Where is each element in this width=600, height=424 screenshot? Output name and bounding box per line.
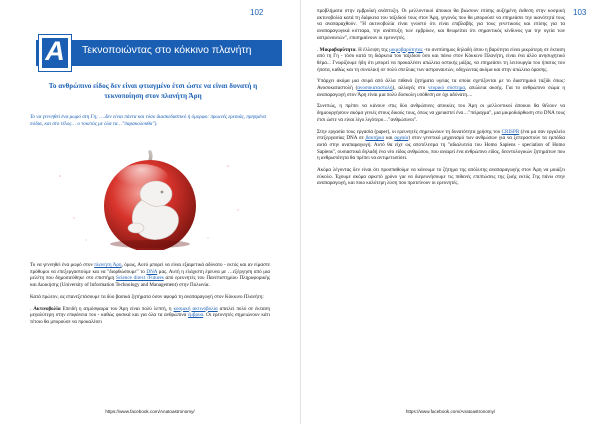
link-cosmic-radiation[interactable]: κοσμική ακτινοβολία bbox=[173, 305, 218, 312]
paragraph-consequence: Συνεπώς, η πρέπει να κάνουν στις δύο ανθρώπινες αποικίες του Άρη οι μελλοντικοί άποικοι θα θέλουν να δημιουργήσουν ακόμα γενιές στους δικούς τους, όπως να χρειαστεί ένα…"πείραγμα", μια μικροδιόρθωση στο DNA τους έτσι ώστε να είναι λίγο λιγότερο…"ανθρώπινοι". bbox=[317, 103, 565, 123]
footer-url[interactable]: https://www.facebook.com/Anatoastronomy/ bbox=[105, 409, 195, 414]
logo bbox=[38, 34, 72, 72]
link-science-direct[interactable]: Science direct /Futures bbox=[116, 275, 164, 282]
fetus-sphere-illustration bbox=[38, 148, 256, 250]
link-microgravity[interactable]: μικροβαρύτητας bbox=[389, 46, 423, 53]
link-nervous-system[interactable]: νευρικό σύστημα bbox=[428, 85, 466, 92]
page-number: 103 bbox=[573, 8, 587, 17]
paragraph-conclusion: Ακόμα λέγοντας δεν είναι ότι προσπαθούμε να κάνουμε το ζήτημα της απόλυτης αναπαραγωγής στον Άρη να μοιάζει εύκολο. Έχουμε ακόμα αρκετό χρόνο για να διερευνήσουμε τις πιθανές επιπτώσεις της ζωής εκτός Γης πάνω στην αναπαραγωγή, και ποιο καλύτερη λύση που προτείνουν οι ερευνητές. bbox=[317, 167, 565, 187]
footer-url[interactable]: https://www.facebook.com/Anatoastronomy/ bbox=[405, 409, 496, 414]
left-body: Το να γεννηθεί ένα μωρό στον πλανήτη Άρη, όμως, Αυτό μπορεί να είναι εξαιρετικά αδύνατο - εκτός και αν είμαστε πρόθυμοι να επεξεργαστούμε και να "διορθώσουμε" το DNA μας. Αυτή η ελάχιστη έρευνα με …εξέργηση από μια μελέτη που δημοσιεύθηκε στο επιστήμη Science direct /Futures από ερευνητές του Πανεπιστημίου Πληροφορικής και Διοικήσης (University of Information Technology and Management) στην Πολωνία. Κατά πρώτον, ας επανεξετάσουμε τα δύο βασικά ζητήματα όσον αφορά τη αναπαραγωγή στον Κόκκινο Πλανήτη: . Ακτινοβολία Επειδή η ατμόσφαιρα του Άρη είναι πολύ λεπτή, η κοσμική ακτινοβολία απειλεί πολύ σε έκταση μεγαλύτερη στην επιφάνεια του - καθώς φυσικά και για όλα τα ανθρώπινα έμβρυα. Οι ερευνητές σημειώνουν κάτι τέτοιο θα μπορούσε να προκαλέσει bbox=[30, 262, 271, 325]
page-number: 102 bbox=[250, 8, 264, 17]
link-bacteria[interactable]: βακτήρια bbox=[365, 135, 385, 142]
paragraph-radiation-cont: προβλήματα στην εμβρυϊκή ανάπτυξη. Οι μελλοντικοί άποικοι θα βιώσουν επίσης αυξημένη έκθεση στην κοσμική ακτινοβολία κατά τη διάρκεια του ταξιδιού τους στον Άρη, γεγονός που θα μπορούσε να επηρεάσει την ικανότητά τους να αναπαραχθούν. "Η ακτινοβολία είναι γνωστό ότι είναι επιβλαβής για τους γενετικούς και επίσης για τα αναπαραγωγικά κύτταρα, την ανάπτυξη των εμβρύων, και θεωρείται ότι σημαντικός κίνδυνος για την υγεία των αστροναυτών", επισημαίνουν οι ερευνητές. bbox=[317, 8, 565, 41]
link-dna[interactable]: DNA bbox=[146, 268, 158, 275]
article-intro: Το να γεννηθεί ένα μωρό στη Γη; ….δεν είναι πάντα και τόσο διασκεδαστικό ή όμορφο: πρωινές ερεσιάς, πρησμένα πόδια, και στο τέλος… ο τοκετός με όλα τα…"παρακολουθα"). bbox=[30, 114, 267, 127]
label-radiation: Ακτινοβολία bbox=[33, 305, 61, 312]
banner-title: Τεκνοποιώντας στο κόκκινο πλανήτη bbox=[82, 44, 252, 56]
link-embryos[interactable]: έμβρυα bbox=[188, 312, 204, 319]
label-microgravity: Μικροβαρύτητα bbox=[319, 46, 356, 53]
link-archaea[interactable]: αρχαία bbox=[394, 135, 409, 142]
link-crispr[interactable]: CRISPR bbox=[501, 128, 520, 135]
link-mars[interactable]: πλανήτη Άρη bbox=[94, 262, 122, 268]
right-page bbox=[300, 0, 600, 424]
link-immunosuppression[interactable]: ανοσοκαταστολή bbox=[357, 85, 393, 92]
paragraph-issues: Κατά πρώτον, ας επανεξετάσουμε τα δύο βασικά ζητήματα όσον αφορά τη αναπαραγωγή στον Κόκκινο Πλανήτη: bbox=[30, 293, 264, 300]
logo-letter: A bbox=[45, 36, 65, 66]
right-body: προβλήματα στην εμβρυϊκή ανάπτυξη. Οι μελλοντικοί άποικοι θα βιώσουν επίσης αυξημένη έκθεση στην κοσμική ακτινοβολία κατά τη διάρκεια του ταξιδιού τους στον Άρη, γεγονός που θα μπορούσε να επηρεάσει την ικανότητά τους να αναπαραχθούν. "Η ακτινοβολία είναι γνωστό ότι είναι επιβλαβής για τους γενετικούς και επίσης για τα αναπαραγωγικά κύτταρα, την ανάπτυξη των εμβρύων, και θεωρείται ότι σημαντικός κίνδυνος για την υγεία των αστροναυτών", επισημαίνουν οι ερευνητές. . Μικροβαρύτητα. Η έλλειψη της μικροβαρύτητας -το ανεπίσημος δηλαδή όπου η βαρύτητα είναι μικρότερη σε έκταση από τη Γη - τόσο κατά τη διάρκεια του ταξιδιού όσο και πάνω στον Κόκκινο Πλανήτη, είναι ένα άλλο ανησυχητικό θέμα... Γνωρίζουμε ήδη ότι μπορεί να προκαλέσει απώλεια οστικής μάζας, να επηρεάσει τη λειτουργία του ήπατος του ήπατα, καθώς και τη συνολική σε πολύ σπείλιας των αστροναυτών, οδηγώντας ακόμα και στην απώλεια όρασης. Υπάρχει ακόμα μια σειρά από άλλα πιθανά ζητήματα υγείας τα οποία σχετίζονται με το διαστημικό ταξίδι όπως: Ανοσοκαταστολή (ανοσοκαταστολή), αλλαγές στο νευρικό σύστημα, απώλεια ακοής. Για το ανθρώπινο σώμα η αναπαραγωγή στον Άρη είναι μια πολύ δύσκολη υπόθεση αν όχι αδύνατη.... Συνεπώς, η πρέπει να κάνουν στις δύο ανθρώπινες αποικίες του Άρη οι μελλοντικοί άποικοι θα θέλουν να δημιουργήσουν ακόμα γενιές στους δικούς τους, όπως να χρειαστεί ένα…"πείραγμα", μια μικροδιόρθωση στο DNA τους έτσι ώστε να είναι λίγο λιγότερο…"ανθρώπινοι". Στην εργασία τους εργασία (paper), οι ερευνητές σημειώνουν τη δυνατότητα χρήσης του CRISPR (ένα μα σαν εργαλείο επεξεργασίας DNA σε βακτήρια και αρχαία) στον γενετικό μηχανισμό των ανθρώπων για να ξεπεραστούν τα εμπόδια αυτά στην αναπαραγωγή. Αυτό θα είχε ως αποτέλεσμα τη "αδιαλυτεία του Homo Sapiens - speciation of Homo Sapiens", ουσιαστικά δηλαδή ένα νέο είδος ανθρώπου, που αναιρεί ένα ανθρώπινο είδος, δεοντολογικών ζητημάτων που η ανθρωπότητα θα πρέπει να αντιμετωπίσει. Ακόμα λέγοντας δεν είναι ότι προσπαθούμε να κάνουμε το ζήτημα της απόλυτης αναπαραγωγής στον Άρη να μοιάζει εύκολο. Έχουμε ακόμα αρκετό χρόνο για να διερευνήσουμε τις πιθανές επιπτώσεις της ζωής εκτός Γης πάνω στην αναπαραγωγή, και ποιο καλύτερη λύση που προτείνουν οι ερευνητές. bbox=[317, 8, 566, 187]
article-headline: Το ανθρώπινο είδος δεν είναι φτιαγμένο έτσι ώστε να είναι δυνατή η τεκνοποίηση στον πλανήτη Άρη bbox=[48, 82, 258, 100]
